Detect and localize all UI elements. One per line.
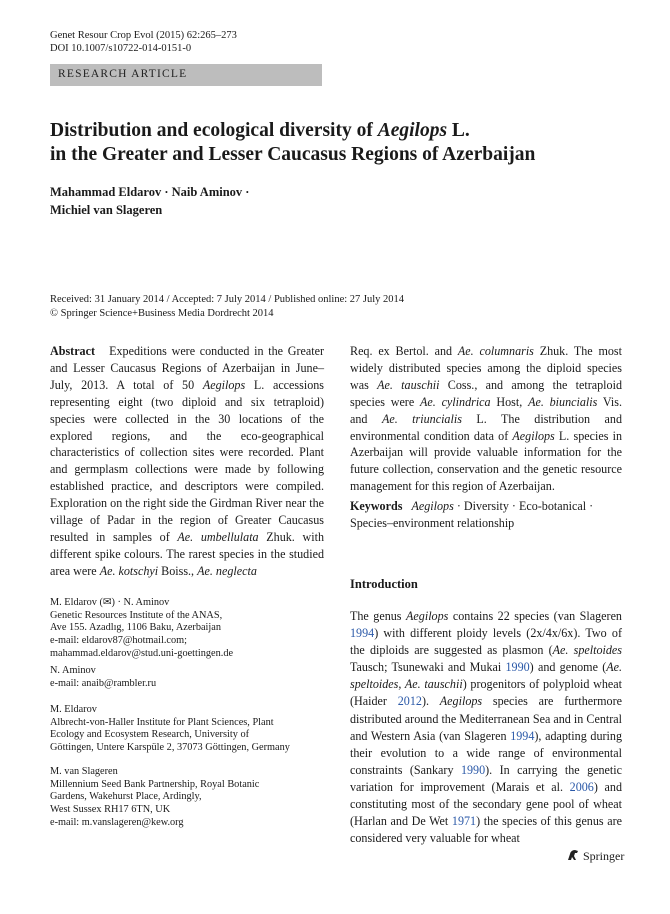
copyright-line: © Springer Science+Business Media Dordrecht 2014 bbox=[50, 307, 274, 319]
email-link[interactable]: e-mail: m.vanslageren@kew.org bbox=[50, 816, 184, 828]
title-line2: in the Greater and Lesser Caucasus Regions of Azerbaijan bbox=[50, 144, 536, 165]
abstract-text: L. The distribution and environmental condition data of bbox=[350, 411, 622, 443]
species-name: Aegilops bbox=[439, 694, 483, 709]
title-genus: Aegilops bbox=[377, 120, 448, 141]
species-name: Aegilops bbox=[406, 609, 449, 623]
section-banner bbox=[50, 64, 322, 86]
intro-text: ) with different ploidy levels (2x/4x/6x). Two of the diploids are suggested as plasmon ( bbox=[350, 626, 622, 658]
abstract-left bbox=[50, 343, 324, 580]
affiliation-authors: M. Eldarov bbox=[50, 704, 97, 715]
abstract-text: Coss., and among the tetraploid species were bbox=[350, 377, 622, 409]
section-heading-introduction: Introduction bbox=[350, 577, 418, 591]
email-link[interactable]: mahammad.eldarov@stud.uni-goettingen.de bbox=[50, 647, 234, 659]
intro-text: species are furthermore distributed around the Mediterranean Sea and in Central and Western Asia (van Slageren bbox=[350, 694, 622, 743]
intro-text: Tausch; Tsunewaki and Mukai bbox=[350, 660, 506, 675]
publisher-name: Springer bbox=[583, 849, 625, 863]
article-title bbox=[50, 119, 630, 167]
species-name: Ae. kotschyi bbox=[99, 563, 159, 578]
intro-text: ). bbox=[421, 694, 440, 709]
species-name: Ae. neglecta bbox=[197, 563, 257, 578]
affiliation-block bbox=[50, 766, 322, 830]
affiliation-authors: M. van Slageren bbox=[50, 766, 118, 777]
abstract-text: Zhuk. with different spike colours. The rarest species in the studied area were bbox=[50, 529, 324, 578]
doi-line: DOI 10.1007/s10722-014-0151-0 bbox=[50, 43, 192, 54]
affiliation-line: Gardens, Wakehurst Place, Ardingly, bbox=[50, 791, 202, 803]
authors-line2: Michiel van Slageren bbox=[50, 203, 163, 217]
intro-text: The genus bbox=[350, 609, 407, 623]
affiliation-authors: M. Eldarov (✉) · N. Aminov bbox=[50, 597, 170, 608]
keyword-list: · Diversity · Eco-botanical · bbox=[453, 499, 594, 513]
journal-citation bbox=[50, 29, 237, 55]
affiliation-block bbox=[50, 704, 322, 755]
species-name: Aegilops bbox=[512, 428, 555, 443]
email-link[interactable]: e-mail: anaib@rambler.ru bbox=[50, 677, 157, 689]
authors-line1: Mahammad Eldarov · Naib Aminov · bbox=[50, 185, 250, 199]
keywords bbox=[350, 498, 622, 532]
citation-link[interactable]: 1994 bbox=[510, 728, 535, 743]
species-name: Ae. tauschii bbox=[377, 377, 440, 392]
abstract-right bbox=[350, 343, 622, 495]
species-name: Aegilops bbox=[202, 377, 246, 392]
affiliation-line: Millennium Seed Bank Partnership, Royal Botanic bbox=[50, 778, 260, 790]
intro-text: ), adapting during their evolution to a wide range of environmental constraints (Sankary bbox=[350, 728, 622, 777]
citation-link[interactable]: 1994 bbox=[350, 626, 375, 641]
species-name: Ae. cylindrica bbox=[420, 394, 491, 409]
email-link[interactable]: e-mail: eldarov87@hotmail.com; bbox=[50, 635, 188, 647]
affiliation-block bbox=[50, 597, 322, 661]
citation-link[interactable]: 1971 bbox=[451, 814, 477, 829]
abstract-text: Expeditions were conducted in the Greater and Lesser Caucasus Regions of Azerbaijan in June–July, 2013. A total of 50 bbox=[50, 344, 324, 392]
section-label: RESEARCH ARTICLE bbox=[58, 68, 188, 80]
intro-text: ) the species of this genus are considered very valuable for wheat bbox=[350, 814, 622, 846]
affiliation-line: West Sussex RH17 6TN, UK bbox=[50, 804, 171, 816]
species-name: Ae. speltoides, Ae. tauschii bbox=[350, 660, 622, 692]
species-name: Ae. biuncialis bbox=[528, 394, 598, 409]
title-text: L. bbox=[447, 120, 470, 141]
affiliation-line: Albrecht-von-Haller Institute for Plant Sciences, Plant bbox=[50, 716, 274, 728]
species-name: Ae. triuncialis bbox=[381, 411, 462, 426]
species-name: Ae. umbellulata bbox=[177, 529, 259, 544]
intro-text: contains 22 species (van Slageren bbox=[448, 609, 622, 623]
author-list bbox=[50, 183, 450, 219]
affiliation-authors: N. Aminov bbox=[50, 665, 96, 676]
affiliation-line: Ave 155. Azadlıg, 1106 Baku, Azerbaijan bbox=[50, 622, 221, 634]
intro-text: ) progenitors of polyploid wheat (Haider bbox=[350, 677, 622, 709]
citation-link[interactable]: 1990 bbox=[460, 762, 486, 777]
abstract-text: Host, bbox=[490, 394, 529, 409]
affiliation-line: Genetic Resources Institute of the ANAS, bbox=[50, 609, 223, 621]
dates-line: Received: 31 January 2014 / Accepted: 7 July 2014 / Published online: 27 July 2014 bbox=[50, 294, 405, 305]
keyword-list-line2: Species–environment relationship bbox=[350, 516, 515, 530]
affiliation-line: Göttingen, Untere Karspüle 2, 37073 Göttingen, Germany bbox=[50, 742, 290, 754]
species-name: Ae. columnaris bbox=[457, 344, 534, 358]
introduction-text bbox=[350, 608, 622, 847]
keyword: Aegilops bbox=[411, 499, 454, 513]
species-name: Ae. speltoides bbox=[552, 643, 622, 658]
abstract-text: L. species in Azerbaijan will provide valuable information for the future collection, conservation and the genetic resource management for this region of Azerbaijan. bbox=[350, 428, 622, 494]
publication-dates bbox=[50, 293, 630, 320]
affiliation-block bbox=[50, 665, 322, 690]
citation-link[interactable]: 2012 bbox=[397, 694, 422, 709]
abstract-text: Req. ex Bertol. and bbox=[350, 344, 458, 358]
abstract-text: L. accessions representing eight (two diploid and six tetraploid) species were collected in the 30 locations of the explored regions, and the eco-geographical characteristics of collection sites were recorded. Plant and germplasm collections were made by following established practice, and descriptors were compiled. Exploration on the right side the Girdman River near the village of Padar in the region of Greater Caucasus resulted in samples of bbox=[50, 377, 324, 544]
springer-logo bbox=[566, 848, 624, 864]
abstract-text: Zhuk. The most widely distributed species among the diploid species was bbox=[350, 344, 622, 392]
affiliation-line: Ecology and Ecosystem Research, University of bbox=[50, 729, 250, 741]
intro-text: ) and genome ( bbox=[529, 660, 607, 675]
journal-line: Genet Resour Crop Evol (2015) 62:265–273 bbox=[50, 30, 237, 41]
citation-link[interactable]: 2006 bbox=[569, 779, 594, 794]
intro-text: ) and constituting most of the secondary gene pool of wheat (Harlan and De Wet bbox=[350, 779, 622, 829]
abstract-label: Abstract bbox=[50, 344, 96, 358]
abstract-text: Vis. and bbox=[350, 394, 623, 426]
citation-link[interactable]: 1990 bbox=[505, 660, 530, 675]
keywords-label: Keywords bbox=[350, 499, 403, 513]
abstract-text: Boiss., bbox=[158, 563, 198, 578]
title-text: Distribution and ecological diversity of bbox=[50, 120, 378, 141]
intro-text: ). In carrying the genetic variation for improvement (Marais et al. bbox=[350, 762, 622, 794]
springer-horse-icon bbox=[566, 848, 580, 862]
